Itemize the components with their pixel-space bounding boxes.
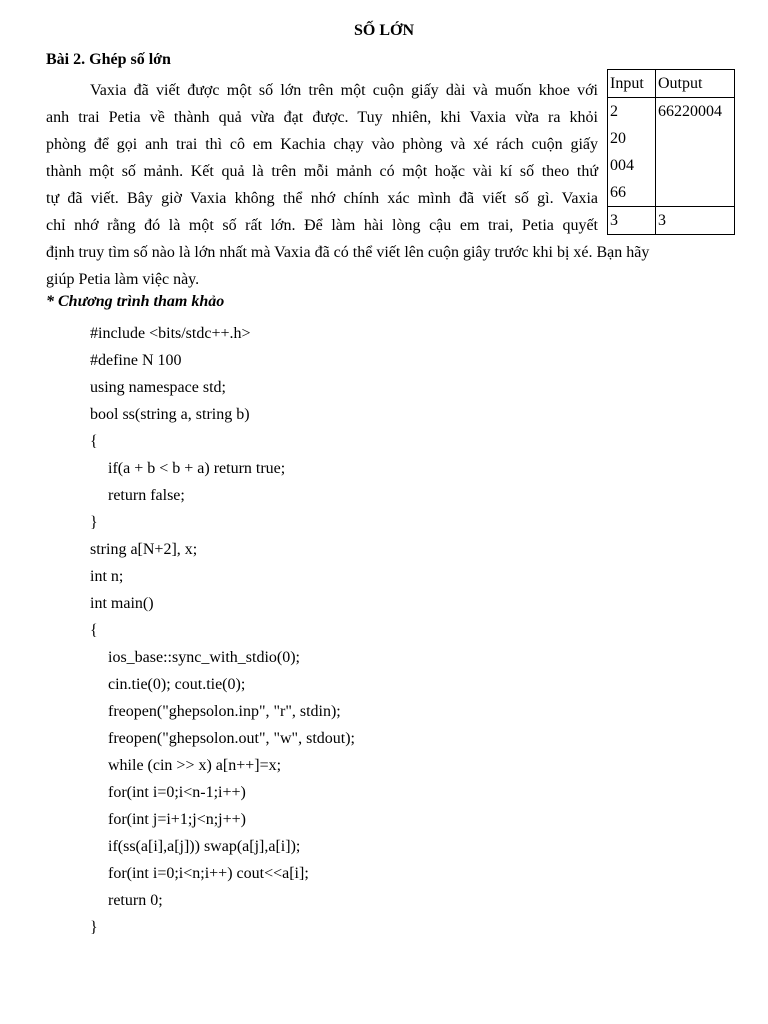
paragraph-line: anh trai Petia về thành quả vừa đạt được. Tuy nhiên, khi Vaxia vừa ra khỏi — [46, 109, 598, 126]
code-line: { — [90, 622, 98, 639]
input-value: 20 — [610, 130, 626, 147]
table-header-output: Output — [656, 70, 735, 98]
code-line: } — [90, 514, 98, 531]
table-cell-input — [608, 98, 656, 207]
code-line: return false; — [108, 487, 185, 504]
paragraph-line: chỉ nhớ rằng đó là một số rất lớn. Để làm hài lòng cậu em trai, Petia quyết — [46, 217, 598, 234]
code-line: bool ss(string a, string b) — [90, 406, 250, 423]
paragraph-line: định truy tìm số nào là lớn nhất mà Vaxia đã có thể viết lên cuộn giây trước khi bị xé. Bạn hãy — [46, 244, 650, 261]
page-title: SỐ LỚN — [353, 22, 414, 39]
code-line: { — [90, 433, 98, 450]
input-value: 2 — [610, 103, 618, 120]
input-value: 66 — [610, 184, 626, 201]
code-line: while (cin >> x) a[n++]=x; — [108, 757, 282, 774]
code-line: for(int i=0;i<n;i++) cout<<a[i]; — [108, 865, 309, 882]
problem-description — [46, 77, 598, 239]
table-header-input: Input — [608, 70, 656, 98]
table-row — [608, 207, 735, 235]
code-line: using namespace std; — [90, 379, 226, 396]
code-line: string a[N+2], x; — [90, 541, 198, 558]
problem-heading: Bài 2. Ghép số lớn — [46, 51, 171, 68]
reference-program-heading: * Chương trình tham khảo — [46, 293, 225, 310]
paragraph-line: tự đã viết. Bây giờ Vaxia không thể nhớ chính xác mình đã viết số gì. Vaxia — [46, 190, 598, 207]
io-example-table — [607, 69, 735, 235]
code-line: #define N 100 — [90, 352, 182, 369]
code-line: } — [90, 919, 98, 936]
code-line: int main() — [90, 595, 154, 612]
table-cell-output: 3 — [656, 207, 735, 235]
code-line: freopen("ghepsolon.inp", "r", stdin); — [108, 703, 341, 720]
code-line: return 0; — [108, 892, 163, 909]
code-line: for(int i=0;i<n-1;i++) — [108, 784, 246, 801]
table-cell-output: 66220004 — [656, 98, 735, 207]
paragraph-line: giúp Petia làm việc này. — [46, 271, 200, 288]
table-cell-input — [608, 207, 656, 235]
paragraph-line: thành một số mảnh. Kết quả là trên mỗi mảnh có một hoặc vài kí số theo thứ — [46, 163, 598, 180]
code-line: cin.tie(0); cout.tie(0); — [108, 676, 246, 693]
code-line: ios_base::sync_with_stdio(0); — [108, 649, 300, 666]
code-line: freopen("ghepsolon.out", "w", stdout); — [108, 730, 355, 747]
input-value: 3 — [610, 212, 618, 229]
paragraph-line: phòng để gọi anh trai thì cô em Kachia chạy vào phòng và xé rách cuộn giấy — [46, 136, 598, 153]
problem-description-continued — [46, 239, 736, 293]
code-line: int n; — [90, 568, 124, 585]
code-line: #include <bits/stdc++.h> — [90, 325, 251, 342]
code-line: for(int j=i+1;j<n;j++) — [108, 811, 246, 828]
input-value: 004 — [610, 157, 634, 174]
code-line: if(ss(a[i],a[j])) swap(a[j],a[i]); — [108, 838, 301, 855]
code-block — [90, 320, 355, 941]
table-row — [608, 98, 735, 207]
paragraph-line: Vaxia đã viết được một số lớn trên một cuộn giấy dài và muốn khoe với — [90, 82, 598, 99]
code-line: if(a + b < b + a) return true; — [108, 460, 286, 477]
